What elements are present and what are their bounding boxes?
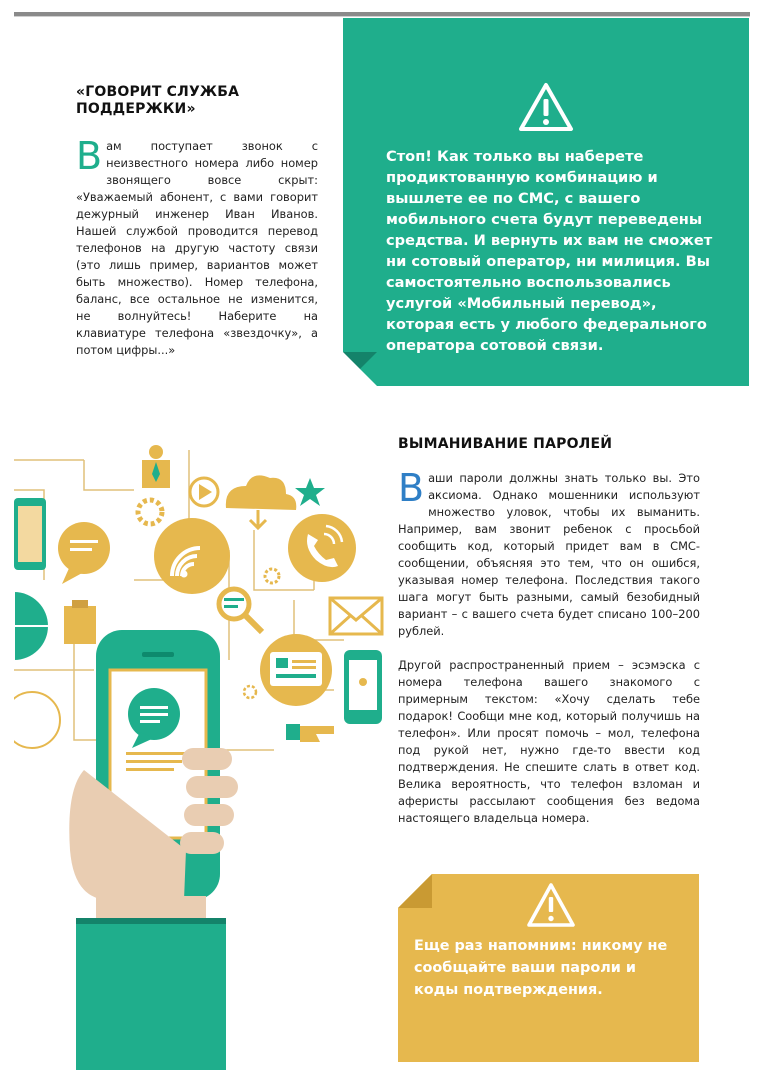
warning-text-green: Стоп! Как только вы наберете продиктованную комбинацию и вышлете ее по СМС, с вашего мобильного счета будут переведены средства. И вернуть их вам не сможет ни сотовый оператор, ни милиция. Вы самостоятельно воспользовались услугой «Мобильный перевод», которая есть у любого федерального оператора сотовой связи.: [386, 148, 713, 354]
section-passwords-body: [398, 466, 700, 827]
warning-text-yellow: Еще раз напомним: никому не сообщайте ваши пароли и коды подтверждения.: [414, 938, 668, 998]
page-fold-corner-cut: [343, 352, 377, 386]
person-icon: [149, 445, 163, 459]
cloud-icon: [226, 475, 296, 510]
gear-tiny-icon: [244, 686, 256, 698]
section-support-body: [76, 134, 318, 359]
top-rule-shadow: [14, 16, 750, 17]
clipboard-icon: [64, 606, 96, 644]
paragraph-1: [398, 466, 700, 640]
warning-triangle-icon: [518, 82, 574, 132]
clock-outline-icon: [14, 692, 60, 748]
star-icon: [295, 478, 325, 506]
section-title-support: [76, 84, 326, 118]
illustration-phone-scam: [14, 430, 394, 1070]
drop-cap: В: [76, 134, 103, 178]
section-title-passwords: ВЫМАНИВАНИЕ ПАРОЛЕЙ: [398, 436, 613, 452]
paragraph-text: ам поступает звонок с неизвестного номера либо номер звонящего вовсе скрыт: «Уважаемый абонент, с вами говорит дежурный инженер Иван Иванов. Нашей службой проводится перевод телефонов на другую частоту связи (это лишь пример, вариантов может быть множество). Номер телефона, баланс, все остальное не изменится, не волнуйтесь! Наберите на клавиатуре телефона «звездочку», а потом цифры...»: [76, 139, 318, 357]
phone-call-icon: [288, 514, 356, 582]
warning-triangle-icon: [526, 882, 576, 928]
section-title-line1: «ГОВОРИТ СЛУЖБА: [76, 84, 240, 100]
paragraph-2: Другой распространенный прием – эсэмэска с номера телефона вашего знакомого с примерным текстом: «Хочу сделать тебе подарок! Сообщи мне код, который получишь на телефон». Или просят помочь – мол, телефона под рукой нет, нужно где-то ввести код подтверждения. Не спешите слать в ответ код. Велика вероятность, что телефон взломан и аферисты рассылают сообщения без ведома настоящего владельца номера.: [398, 658, 700, 825]
magnifier-icon: [219, 589, 249, 619]
pointing-hand-icon: [286, 724, 300, 740]
page-fold-corner: [398, 874, 432, 908]
gear-small-icon: [265, 569, 279, 583]
gear-icon: [138, 500, 162, 524]
drop-cap: В: [398, 466, 425, 510]
paragraph-1-text: аши пароли должны знать только вы. Это аксиома. Однако мошенники используют множество уловок, чтобы их выманить. Например, вам звонит ребенок с просьбой сообщить код, который придет вам в СМС-сообщении, объясняя это тем, что он ошибся, указывая номер телефона. Последствия такого шага могут быть разными, самый безобидный вариант – с вашего счета будет списано 100–200 рублей.: [398, 471, 700, 638]
sleeve: [76, 918, 226, 1070]
section-title-line2: ПОДДЕРЖКИ»: [76, 101, 196, 117]
